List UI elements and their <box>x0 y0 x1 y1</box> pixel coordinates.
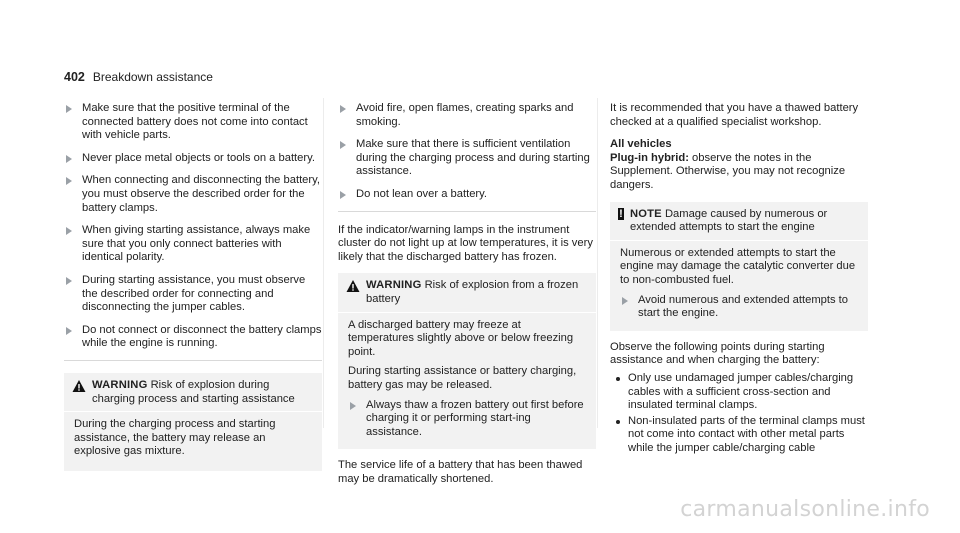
arrow-bullet-icon <box>66 227 72 235</box>
arrow-bullet-icon <box>66 277 72 285</box>
list-item: When connecting and disconnecting the battery, you must observe the described order for the battery clamps. <box>64 174 322 215</box>
list-item: Never place metal objects or tools on a battery. <box>64 152 322 166</box>
safety-bullet-list <box>338 102 596 202</box>
warning-title: Risk of explosion from a frozen battery <box>366 279 579 305</box>
paragraph: The service life of a battery that has been thawed may be dramatically shortened. <box>338 459 583 485</box>
arrow-bullet-icon <box>66 155 72 163</box>
warning-label: WARNING <box>92 378 148 391</box>
list-item: Make sure that there is sufficient ventilation during the charging process and during starting assistance. <box>338 138 596 179</box>
warning-triangle-icon <box>72 379 86 393</box>
warning-header <box>64 373 322 412</box>
note-header <box>610 202 868 241</box>
warning-text: A discharged battery may freeze at temperatures slightly above or below freezing point. <box>348 318 574 358</box>
arrow-bullet-icon <box>622 297 628 305</box>
warning-box <box>64 373 322 471</box>
warning-box <box>338 273 596 449</box>
note-title: Damage caused by numerous or extended attempts to start the engine <box>629 207 828 234</box>
safety-bullet-list <box>64 102 322 351</box>
subheading: All vehicles <box>610 138 672 151</box>
divider <box>338 211 596 212</box>
note-label: NOTE <box>629 207 662 220</box>
list-item: Do not lean over a battery. <box>338 188 596 202</box>
list-item: Do not connect or disconnect the battery clamps while the engine is running. <box>64 324 322 351</box>
warning-label: WARNING <box>366 279 422 292</box>
arrow-bullet-icon <box>340 105 346 113</box>
watermark: carmanualsonline.info <box>680 497 930 522</box>
dot-bullet-icon <box>616 377 620 381</box>
plugin-label: Plug-in hybrid: <box>610 151 689 164</box>
arrow-bullet-icon <box>350 402 356 410</box>
list-item: Always thaw a frozen battery out first before charging it or performing start-ing assistance. <box>348 399 588 440</box>
column-2 <box>338 102 596 495</box>
paragraph: It is recommended that you have a thawed battery checked at a qualified specialist workshop. <box>610 102 859 128</box>
column-divider <box>323 98 324 428</box>
divider <box>64 360 322 361</box>
note-body: Numerous or extended attempts to start the engine may damage the catalytic converter due to non-combusted fuel. <box>620 246 856 286</box>
page-header <box>64 71 213 85</box>
column-divider <box>597 98 598 428</box>
arrow-bullet-icon <box>340 191 346 199</box>
warning-triangle-icon <box>346 279 360 293</box>
list-item: When giving starting assistance, always make sure that you only connect batteries with identical polarity. <box>64 224 322 265</box>
dot-bullet-icon <box>616 420 620 424</box>
warning-title: Risk of explosion during charging process and starting assistance <box>92 378 295 405</box>
note-icon: ! <box>619 207 623 220</box>
section-title: Breakdown assistance <box>92 70 213 84</box>
paragraph: Plug-in hybrid: observe the notes in the Supplement. Otherwise, you may not recognize dangers. <box>610 151 846 191</box>
list-item: During starting assistance, you must observe the described order for connecting and disconnecting the jumper cables. <box>64 274 322 315</box>
warning-text: During starting assistance or battery charging, battery gas may be released. <box>348 365 577 391</box>
paragraph: Observe the following points during starting assistance and when charging the battery: <box>610 340 825 367</box>
column-1 <box>64 102 322 471</box>
arrow-bullet-icon <box>66 327 72 335</box>
warning-header <box>338 273 596 312</box>
list-item: Only use undamaged jumper cables/charging cables with a sufficient cross-section and insulated terminal clamps. <box>610 372 868 413</box>
page-number: 402 <box>64 70 85 84</box>
list-item: Non-insulated parts of the terminal clamps must not come into contact with other metal parts while the jumper cable/charging cable <box>610 415 868 456</box>
list-item: Avoid numerous and extended attempts to start the engine. <box>620 294 860 321</box>
dot-bullet-list <box>610 372 868 456</box>
list-item: Avoid fire, open flames, creating sparks and smoking. <box>338 102 596 129</box>
arrow-bullet-icon <box>66 105 72 113</box>
arrow-bullet-icon <box>66 177 72 185</box>
arrow-bullet-icon <box>340 141 346 149</box>
column-3 <box>610 102 868 457</box>
note-box <box>610 202 868 331</box>
paragraph: If the indicator/warning lamps in the instrument cluster do not light up at low temperatures, it is very likely that the discharged battery has frozen. <box>338 223 593 263</box>
warning-body: During the charging process and starting assistance, the battery may release an explosive gas mixture. <box>74 418 276 458</box>
list-item: Make sure that the positive terminal of the connected battery does not come into contact with vehicle parts. <box>64 102 322 143</box>
